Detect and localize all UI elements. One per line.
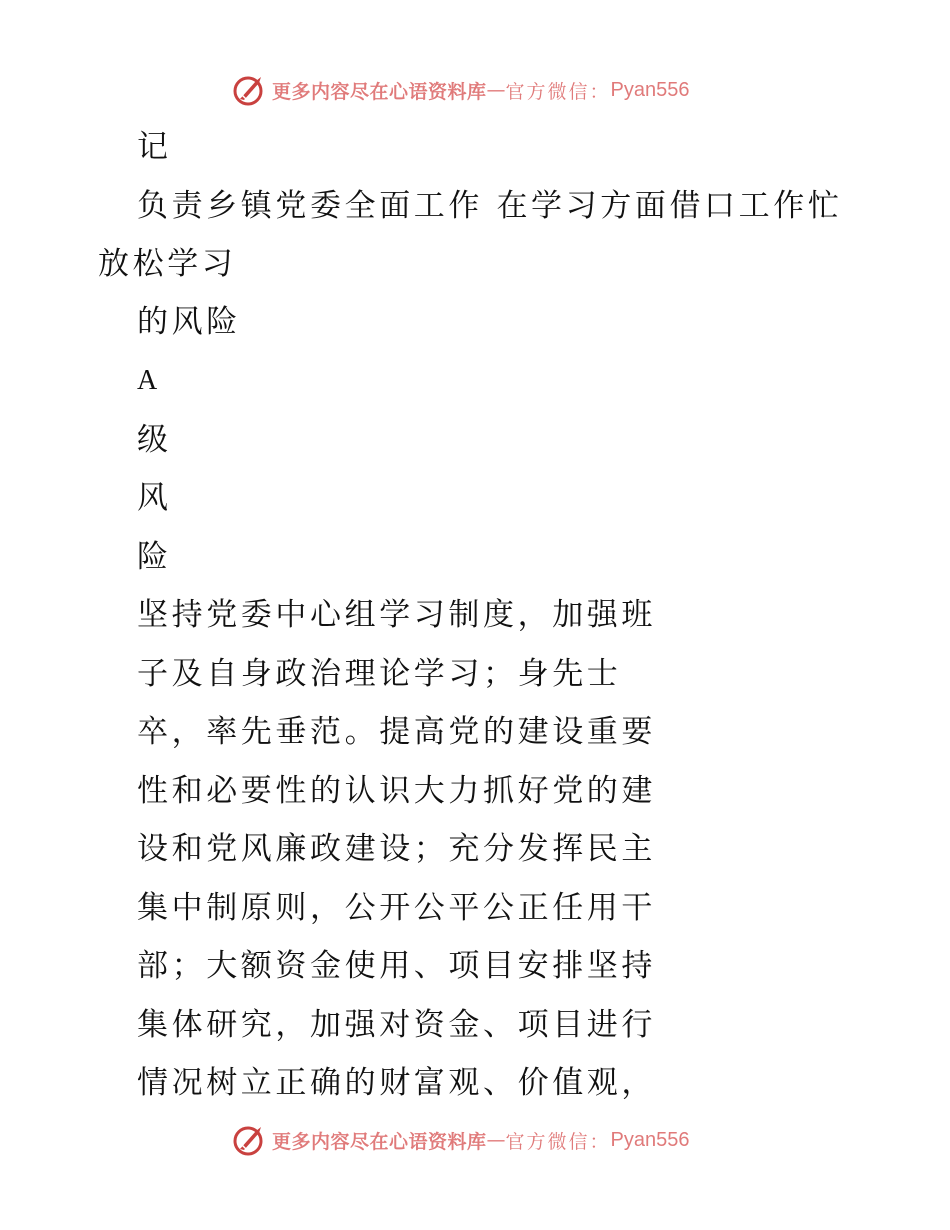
banner-wechat-handle: Pyan556 [610, 1128, 690, 1151]
doc-line: 负责乡镇党委全面工作 在学习方面借口工作忙 [137, 188, 843, 224]
doc-line: 险 [137, 539, 172, 575]
doc-line: 部；大额资金使用、项目安排坚持 [137, 948, 656, 984]
banner-wechat-handle: Pyan556 [610, 78, 690, 101]
doc-line: 集中制原则，公开公平公正任用干 [137, 890, 656, 926]
doc-line: 设和党风廉政建设；充分发挥民主 [137, 831, 656, 867]
doc-line: 放松学习 [98, 246, 237, 282]
doc-line: 的风险 [137, 304, 241, 340]
doc-line: 级 [137, 422, 172, 458]
banner-wechat-label: 官方微信： [505, 1130, 611, 1153]
footer-watermark-banner [232, 1122, 690, 1158]
pen-logo-icon [232, 73, 266, 107]
header-watermark-banner [232, 72, 690, 108]
pen-logo-icon [232, 1123, 266, 1157]
doc-line: 集体研究，加强对资金、项目进行 [137, 1007, 656, 1043]
doc-line: 风 [137, 480, 172, 516]
banner-dash: — [486, 79, 506, 101]
doc-line: 子及自身政治理论学习；身先士 [137, 656, 622, 692]
banner-brand-text: 更多内容尽在心语资料库 [272, 1130, 487, 1153]
banner-brand-text: 更多内容尽在心语资料库 [272, 80, 487, 103]
doc-line: A [137, 365, 161, 396]
banner-wechat-label: 官方微信： [505, 80, 611, 103]
doc-line: 情况树立正确的财富观、价值观， [137, 1065, 656, 1101]
doc-line: 卒，率先垂范。提高党的建设重要 [137, 714, 656, 750]
doc-line: 记 [137, 129, 172, 165]
banner-dash: — [486, 1129, 506, 1151]
doc-line: 坚持党委中心组学习制度，加强班 [137, 597, 656, 633]
doc-line: 性和必要性的认识大力抓好党的建 [137, 773, 656, 809]
